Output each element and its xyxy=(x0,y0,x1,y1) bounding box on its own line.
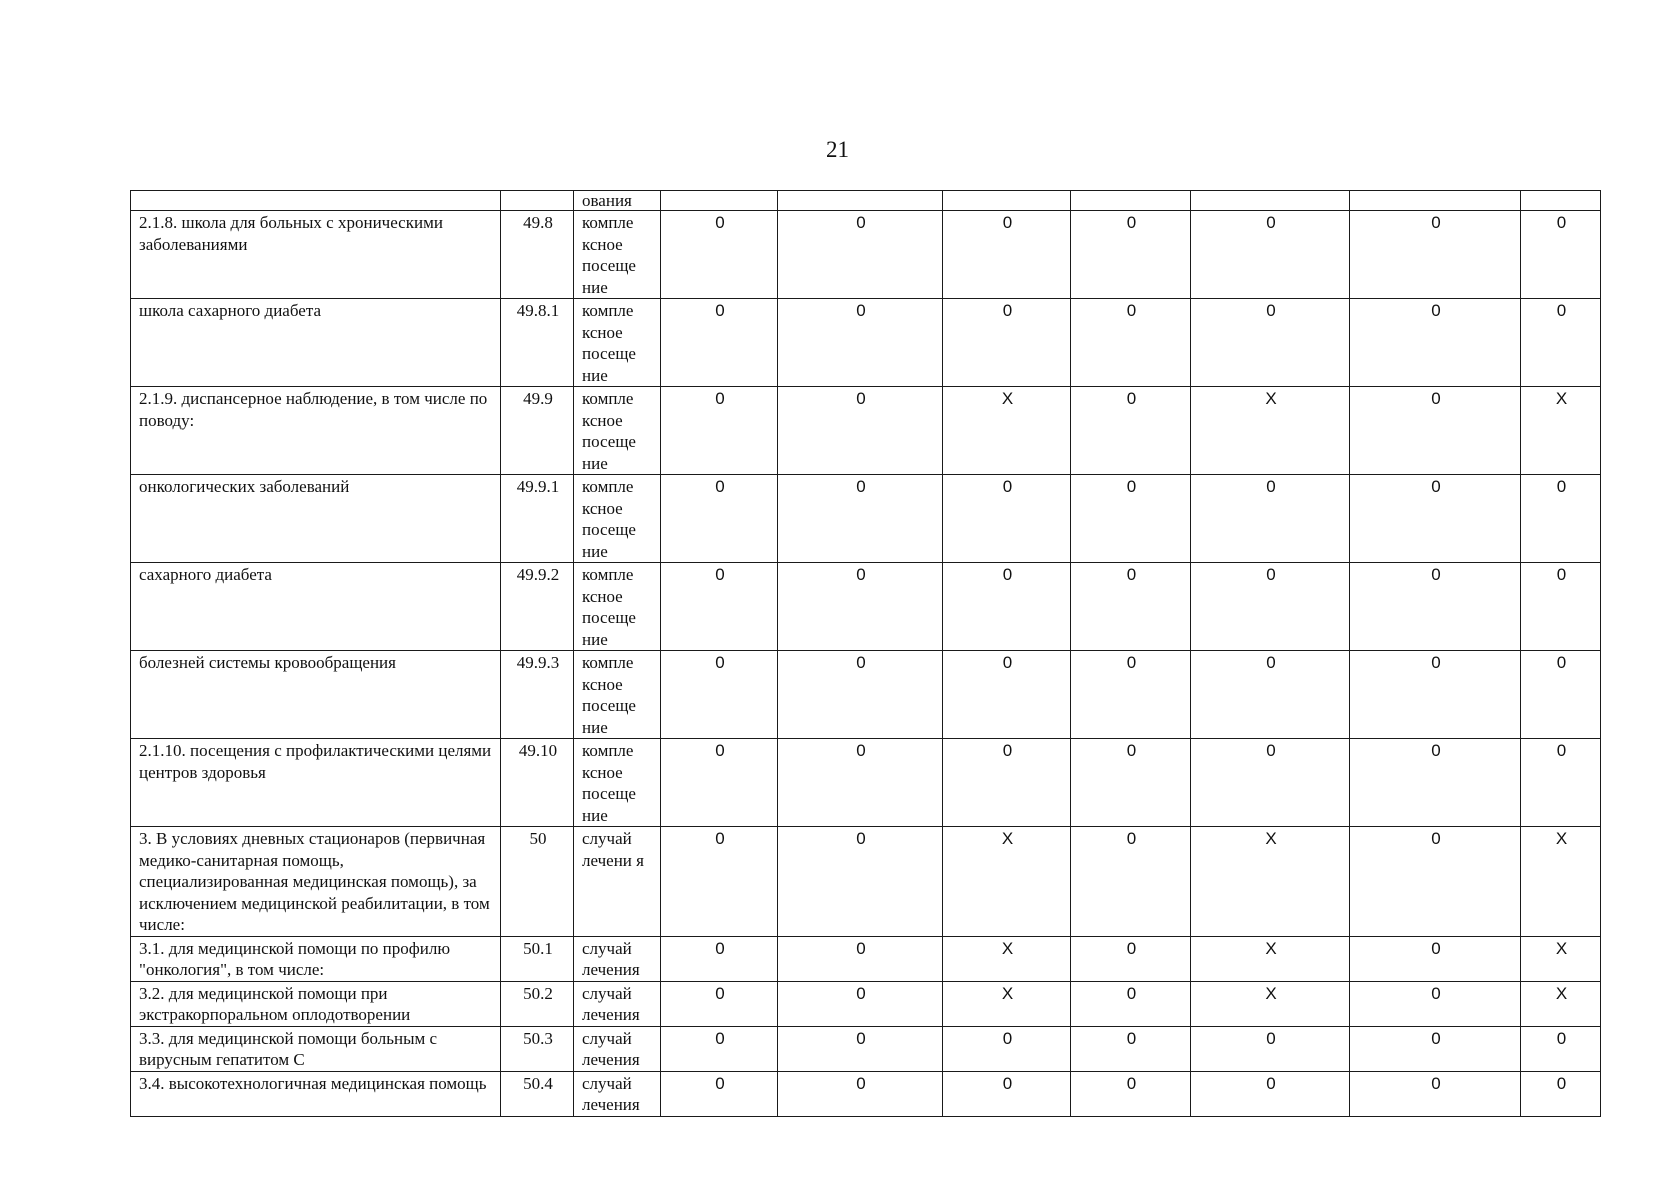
value-cell-5: 0 xyxy=(1191,1071,1350,1116)
value-cell-4: 0 xyxy=(1071,299,1191,387)
value-cell-1: 0 xyxy=(661,651,778,739)
table-row xyxy=(131,739,1601,827)
value-cell-1: 0 xyxy=(661,981,778,1026)
value-cell-4: 0 xyxy=(1071,563,1191,651)
value-cell-2: 0 xyxy=(778,936,943,981)
value-cell-3: 0 xyxy=(943,475,1071,563)
value-cell-4: 0 xyxy=(1071,651,1191,739)
value-cell-4: 0 xyxy=(1071,475,1191,563)
value-cell-3: 0 xyxy=(943,739,1071,827)
row-unit-cell: компле ксное посеще ние xyxy=(574,211,661,299)
value-cell-7: 0 xyxy=(1521,211,1601,299)
value-cell-7: 0 xyxy=(1521,651,1601,739)
value-cell-4: 0 xyxy=(1071,981,1191,1026)
row-unit-cell: компле ксное посеще ние xyxy=(574,475,661,563)
value-cell-4 xyxy=(1071,191,1191,211)
value-cell-2: 0 xyxy=(778,299,943,387)
value-cell-7 xyxy=(1521,191,1601,211)
row-unit-cell: случай лечения xyxy=(574,1071,661,1116)
row-code-cell: 50.3 xyxy=(501,1026,574,1071)
value-cell-5: 0 xyxy=(1191,211,1350,299)
value-cell-5: 0 xyxy=(1191,299,1350,387)
value-cell-7: 0 xyxy=(1521,299,1601,387)
value-cell-5: X xyxy=(1191,981,1350,1026)
value-cell-4: 0 xyxy=(1071,1071,1191,1116)
value-cell-4: 0 xyxy=(1071,211,1191,299)
value-cell-7: X xyxy=(1521,936,1601,981)
value-cell-7: 0 xyxy=(1521,475,1601,563)
value-cell-4: 0 xyxy=(1071,936,1191,981)
value-cell-3: 0 xyxy=(943,1071,1071,1116)
value-cell-3: 0 xyxy=(943,1026,1071,1071)
row-unit-cell: ования xyxy=(574,191,661,211)
value-cell-6: 0 xyxy=(1350,827,1521,937)
table-row xyxy=(131,651,1601,739)
row-unit-cell: компле ксное посеще ние xyxy=(574,387,661,475)
row-name-cell: 2.1.8. школа для больных с хроническими заболеваниями xyxy=(131,211,501,299)
value-cell-3: X xyxy=(943,387,1071,475)
value-cell-2: 0 xyxy=(778,981,943,1026)
table-row xyxy=(131,936,1601,981)
value-cell-7: X xyxy=(1521,827,1601,937)
row-name-cell: 3. В условиях дневных стационаров (первичная медико-санитарная помощь, специализированная медицинская помощь), за исключением медицинской реабилитации, в том числе: xyxy=(131,827,501,937)
value-cell-5 xyxy=(1191,191,1350,211)
row-name-cell: 3.2. для медицинской помощи при экстракорпоральном оплодотворении xyxy=(131,981,501,1026)
value-cell-2 xyxy=(778,191,943,211)
value-cell-1: 0 xyxy=(661,1026,778,1071)
value-cell-5: 0 xyxy=(1191,475,1350,563)
value-cell-2: 0 xyxy=(778,739,943,827)
row-name-cell: сахарного диабета xyxy=(131,563,501,651)
page-number: 21 xyxy=(826,137,849,162)
row-unit-cell: компле ксное посеще ние xyxy=(574,563,661,651)
value-cell-5: X xyxy=(1191,936,1350,981)
value-cell-1: 0 xyxy=(661,563,778,651)
value-cell-6: 0 xyxy=(1350,1026,1521,1071)
value-cell-7: 0 xyxy=(1521,739,1601,827)
table-row xyxy=(131,827,1601,937)
row-code-cell: 49.9.1 xyxy=(501,475,574,563)
continuation-row xyxy=(131,191,1601,211)
value-cell-1: 0 xyxy=(661,211,778,299)
value-cell-2: 0 xyxy=(778,651,943,739)
table-row xyxy=(131,299,1601,387)
value-cell-4: 0 xyxy=(1071,739,1191,827)
row-code-cell: 49.8 xyxy=(501,211,574,299)
value-cell-3 xyxy=(943,191,1071,211)
value-cell-6: 0 xyxy=(1350,475,1521,563)
value-cell-3: X xyxy=(943,981,1071,1026)
value-cell-3: 0 xyxy=(943,651,1071,739)
value-cell-7: 0 xyxy=(1521,563,1601,651)
value-cell-5: 0 xyxy=(1191,651,1350,739)
value-cell-6: 0 xyxy=(1350,739,1521,827)
table-row xyxy=(131,211,1601,299)
row-code-cell: 50.4 xyxy=(501,1071,574,1116)
value-cell-3: 0 xyxy=(943,299,1071,387)
row-unit-cell: случай лечени я xyxy=(574,827,661,937)
value-cell-5: X xyxy=(1191,387,1350,475)
row-name-cell: школа сахарного диабета xyxy=(131,299,501,387)
value-cell-2: 0 xyxy=(778,827,943,937)
table-row xyxy=(131,475,1601,563)
value-cell-1: 0 xyxy=(661,827,778,937)
value-cell-1: 0 xyxy=(661,739,778,827)
table-row xyxy=(131,1071,1601,1116)
row-code-cell: 50.1 xyxy=(501,936,574,981)
table-row xyxy=(131,387,1601,475)
value-cell-5: X xyxy=(1191,827,1350,937)
value-cell-2: 0 xyxy=(778,1071,943,1116)
row-unit-cell: компле ксное посеще ние xyxy=(574,651,661,739)
value-cell-3: X xyxy=(943,827,1071,937)
value-cell-1: 0 xyxy=(661,299,778,387)
row-code-cell: 50.2 xyxy=(501,981,574,1026)
row-name-cell: 3.1. для медицинской помощи по профилю "онкология", в том числе: xyxy=(131,936,501,981)
value-cell-6: 0 xyxy=(1350,299,1521,387)
value-cell-6: 0 xyxy=(1350,1071,1521,1116)
value-cell-6: 0 xyxy=(1350,936,1521,981)
row-code-cell: 50 xyxy=(501,827,574,937)
value-cell-1: 0 xyxy=(661,475,778,563)
row-name-cell: онкологических заболеваний xyxy=(131,475,501,563)
value-cell-5: 0 xyxy=(1191,563,1350,651)
row-code-cell: 49.8.1 xyxy=(501,299,574,387)
volume-table xyxy=(130,190,1601,1117)
row-unit-cell: компле ксное посеще ние xyxy=(574,299,661,387)
value-cell-5: 0 xyxy=(1191,739,1350,827)
value-cell-6: 0 xyxy=(1350,563,1521,651)
row-code-cell xyxy=(501,191,574,211)
value-cell-4: 0 xyxy=(1071,387,1191,475)
row-name-cell: 2.1.9. диспансерное наблюдение, в том числе по поводу: xyxy=(131,387,501,475)
value-cell-3: 0 xyxy=(943,563,1071,651)
value-cell-6 xyxy=(1350,191,1521,211)
value-cell-1: 0 xyxy=(661,936,778,981)
value-cell-5: 0 xyxy=(1191,1026,1350,1071)
value-cell-7: X xyxy=(1521,387,1601,475)
row-unit-cell: случай лечения xyxy=(574,981,661,1026)
value-cell-6: 0 xyxy=(1350,211,1521,299)
value-cell-2: 0 xyxy=(778,1026,943,1071)
row-unit-cell: случай лечения xyxy=(574,1026,661,1071)
value-cell-4: 0 xyxy=(1071,827,1191,937)
table-body xyxy=(131,191,1601,1117)
table-row xyxy=(131,1026,1601,1071)
value-cell-2: 0 xyxy=(778,387,943,475)
value-cell-1: 0 xyxy=(661,387,778,475)
value-cell-7: 0 xyxy=(1521,1026,1601,1071)
row-code-cell: 49.10 xyxy=(501,739,574,827)
value-cell-4: 0 xyxy=(1071,1026,1191,1071)
table-row xyxy=(131,981,1601,1026)
value-cell-1 xyxy=(661,191,778,211)
value-cell-1: 0 xyxy=(661,1071,778,1116)
value-cell-3: 0 xyxy=(943,211,1071,299)
value-cell-3: X xyxy=(943,936,1071,981)
row-name-cell xyxy=(131,191,501,211)
row-name-cell: болезней системы кровообращения xyxy=(131,651,501,739)
row-name-cell: 2.1.10. посещения с профилактическими целями центров здоровья xyxy=(131,739,501,827)
row-code-cell: 49.9.3 xyxy=(501,651,574,739)
table-row xyxy=(131,563,1601,651)
value-cell-7: 0 xyxy=(1521,1071,1601,1116)
row-code-cell: 49.9.2 xyxy=(501,563,574,651)
row-unit-cell: компле ксное посеще ние xyxy=(574,739,661,827)
value-cell-2: 0 xyxy=(778,475,943,563)
row-code-cell: 49.9 xyxy=(501,387,574,475)
value-cell-6: 0 xyxy=(1350,387,1521,475)
value-cell-7: X xyxy=(1521,981,1601,1026)
value-cell-2: 0 xyxy=(778,563,943,651)
row-name-cell: 3.3. для медицинской помощи больным с вирусным гепатитом С xyxy=(131,1026,501,1071)
value-cell-6: 0 xyxy=(1350,651,1521,739)
row-name-cell: 3.4. высокотехнологичная медицинская помощь xyxy=(131,1071,501,1116)
row-unit-cell: случай лечения xyxy=(574,936,661,981)
value-cell-2: 0 xyxy=(778,211,943,299)
value-cell-6: 0 xyxy=(1350,981,1521,1026)
